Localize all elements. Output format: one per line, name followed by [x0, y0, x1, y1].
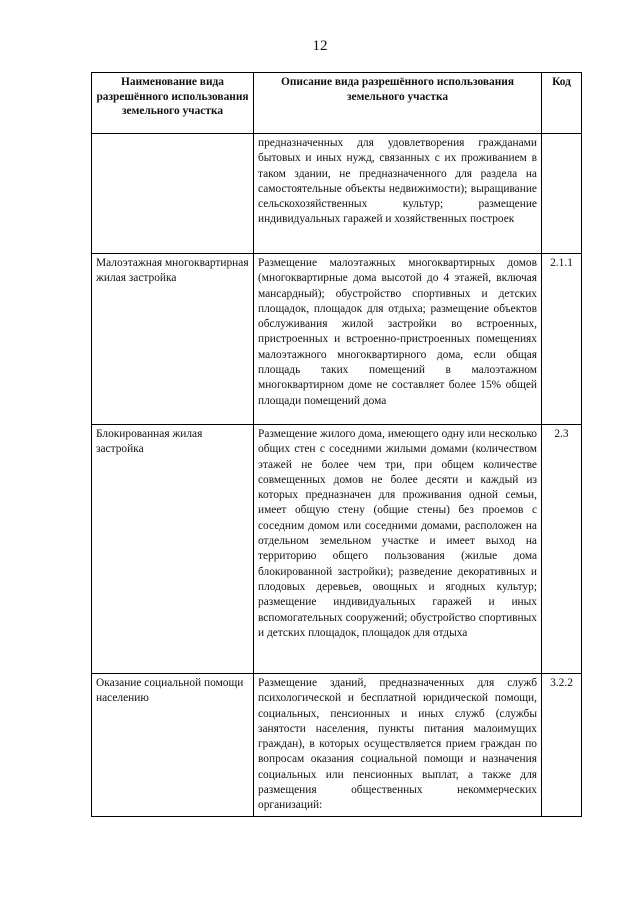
table-header-row	[92, 73, 582, 134]
row-code: 2.1.1	[542, 254, 582, 425]
row-name: Блокированная жилая застройка	[92, 425, 254, 674]
row-name: Оказание социальной помощи населению	[92, 674, 254, 817]
row-name	[92, 134, 254, 254]
row-description: Размещение зданий, предназначенных для служб психологической и бесплатной юридической помощи, социальных, пенсионных и иных служб (службы занятости населения, пункты питания малоимущих граждан), в которых осуществляется прием граждан по вопросам оказания социальной помощи и назначения социальных или пенсионных выплат, а также для размещения общественных некоммерческих организаций:	[254, 674, 542, 817]
row-code	[542, 134, 582, 254]
table-row	[92, 674, 582, 817]
row-name: Малоэтажная многоквартирная жилая застройка	[92, 254, 254, 425]
table-row	[92, 425, 582, 674]
row-code: 2.3	[542, 425, 582, 674]
table-row	[92, 254, 582, 425]
header-description: Описание вида разрешённого использования земельного участка	[254, 73, 542, 134]
row-code: 3.2.2	[542, 674, 582, 817]
table-row	[92, 134, 582, 254]
row-description: Размещение жилого дома, имеющего одну или несколько общих стен с соседними жилыми домами (количеством этажей не более чем три, при общем количестве совмещенных домов не более десяти и каждый из которых предназначен для проживания одной семьи, имеет общую стену (общие стены) без проемов с соседним домом или соседними домами, расположен на отдельном земельном участке и имеет выход на территорию общего пользования (жилые дома блокированной застройки); разведение декоративных и плодовых деревьев, овощных и ягодных культур; размещение индивидуальных гаражей и иных вспомогательных сооружений; обустройство спортивных и детских площадок, площадок для отдыха	[254, 425, 542, 674]
header-code: Код	[542, 73, 582, 134]
row-description: предназначенных для удовлетворения гражданами бытовых и иных нужд, связанных с их проживанием в таком здании, не предназначенного для раздела на самостоятельные объекты недвижимости); выращивание сельскохозяйственных культур; размещение индивидуальных гаражей и хозяйственных построек	[254, 134, 542, 254]
page-number: 12	[312, 38, 328, 54]
land-use-table	[91, 72, 582, 817]
row-description: Размещение малоэтажных многоквартирных домов (многоквартирные дома высотой до 4 этажей, включая мансардный); обустройство спортивных и детских площадок, площадок для отдыха; размещение объектов обслуживания жилой застройки во встроенных, пристроенных и встроенно-пристроенных помещениях малоэтажного многоквартирного дома, если общая площадь таких помещений в малоэтажном многоквартирном доме не составляет более 15% общей площади помещений дома	[254, 254, 542, 425]
header-name: Наименование вида разрешённого использования земельного участка	[92, 73, 254, 134]
